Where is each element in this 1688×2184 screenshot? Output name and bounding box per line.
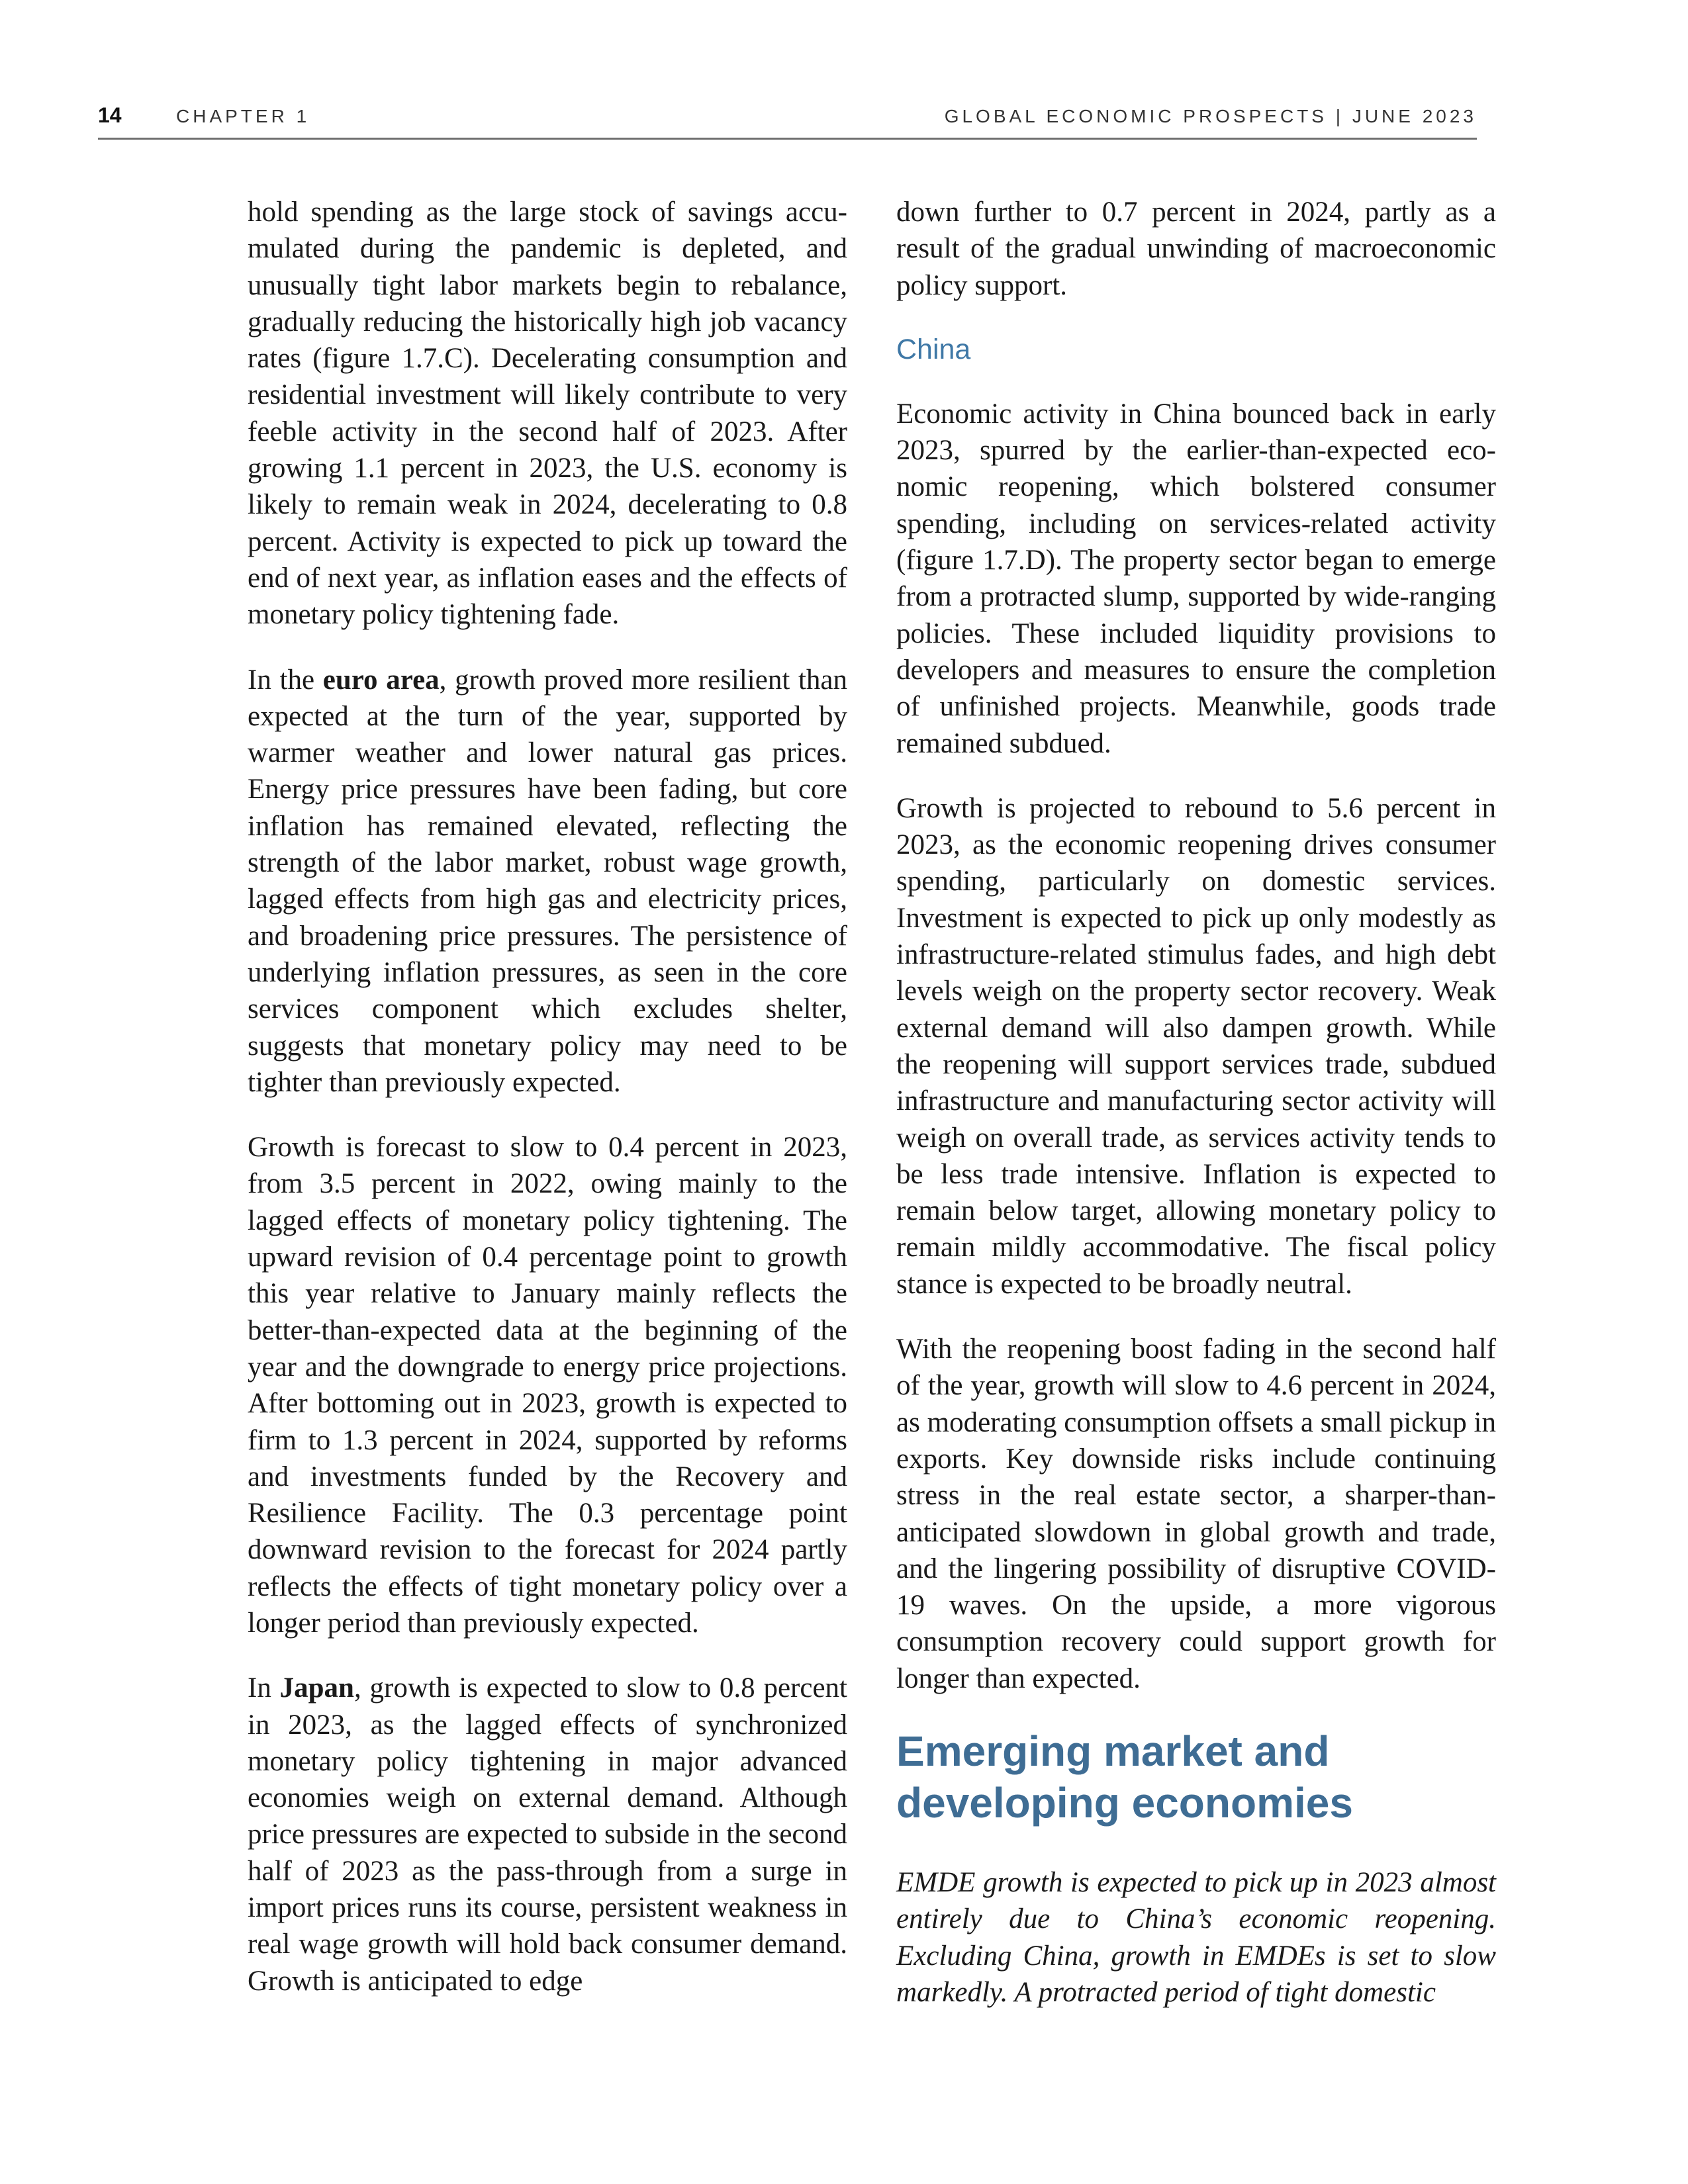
keyword-japan: Japan: [279, 1672, 354, 1704]
keyword-euro-area: euro area: [322, 664, 440, 696]
paragraph-china-activity: Economic activity in China bounced back in early 2023, spurred by the earlier-than-expected economic reopening, which bolstered consumer spending, including on services-related activity (figure 1.7.D). The property sector began to emerge from a protracted slump, supported by wide-ranging policies. These included liquidity provisions to developers and measures to ensure the completion of unfinished projects. Meanwhile, goods trade remained subdued.: [896, 398, 1496, 759]
paragraph-us-outlook: hold spending as the large stock of savings accumulated during the pandemic is depleted, and unusually tight labor markets begin to rebalance, gradually reducing the historically high job vacancy rates (figure 1.7.C). Decelerating consumption and residential investment will likely contribute to very feeble activity in the second half of 2023. After growing 1.1 percent in 2023, the U.S. economy is likely to remain weak in 2024, decelerating to 0.8 percent. Activity is expected to pick up toward the end of next year, as inflation eases and the effects of monetary policy tightening fade.: [248, 197, 847, 631]
subheading-china: China: [896, 333, 971, 365]
right-column: [896, 194, 1496, 2039]
left-column: [248, 194, 847, 2028]
paragraph-japan: In Japan, growth is expected to slow to 0.8 percent in 2023, as the lagged effects of synchronized monetary policy tightening in major advanced economies weigh on external demand. Although price pressures are expected to subside in the second half of 2023 as the pass-through from a surge in import prices runs its course, persistent weakness in real wage growth will hold back consumer demand. Growth is anticipated to edge: [248, 1672, 847, 1997]
paragraph-emde-summary: EMDE growth is expected to pick up in 2023 almost entirely due to China’s economic reopening. Excluding China, growth in EMDEs is set to slow markedly. A protracted period of tight domestic: [896, 1866, 1496, 2008]
paragraph-euro-area: In the euro area, growth proved more resilient than expected at the turn of the year, supported by warmer weather and lower natural gas prices. Energy price pressures have been fading, but core inflation has remained elevated, reflecting the strength of the labor market, robust wage growth, lagged effects from high gas and electricity prices, and broadening price pressures. The persistence of underlying inflation pressures, as seen in the core services component which excludes shelter, suggests that monetary policy may need to be tighter than previously expected.: [248, 664, 848, 1098]
chapter-label: CHAPTER 1: [176, 106, 310, 126]
page-number: 14: [98, 103, 122, 127]
paragraph-japan-continued: down further to 0.7 percent in 2024, partly as a result of the gradual unwinding of macroeconomic policy support.: [896, 197, 1496, 301]
report-title: GLOBAL ECONOMIC PROSPECTS | JUNE 2023: [944, 106, 1477, 126]
paragraph-china-projection: Growth is projected to rebound to 5.6 percent in 2023, as the economic reopening drives consumer spending, particularly on domestic services. Investment is expected to pick up only modestly as infrastructure-related stimulus fades, and high debt levels weigh on the property sector recovery. Weak external demand will also dampen growth. While the reopening will support services trade, subdued infrastructure and manufacturing sector activity will weigh on overall trade, as services activity tends to be less trade intensive. Inflation is expected to remain below target, allowing monetary policy to remain mildly accommodative. The fiscal policy stance is expected to be broadly neutral.: [896, 792, 1496, 1300]
page-header: [98, 103, 1477, 140]
section-heading-emde: Emerging market and developing economies: [896, 1727, 1353, 1827]
paragraph-china-outlook: With the reopening boost fading in the second half of the year, growth will slow to 4.6 percent in 2024, as moderating consumption offsets a small pickup in exports. Key downside risks include continuing stress in the real estate sector, a sharper-than-anticipated slowdown in global growth and trade, and the lingering possibility of disruptive COVID-19 waves. On the upside, a more vigorous consumption recovery could support growth for longer than expected.: [896, 1334, 1496, 1694]
paragraph-euro-forecast: Growth is forecast to slow to 0.4 percent in 2023, from 3.5 percent in 2022, owing mainly to the lagged effects of monetary policy tightening. The upward revision of 0.4 percentage point to growth this year relative to January mainly reflects the better-than-expected data at the beginning of the year and the downgrade to energy price projections. After bottoming out in 2023, growth is expected to firm to 1.3 percent in 2024, supported by reforms and investments funded by the Recovery and Resilience Facility. The 0.3 percentage point downward revision to the forecast for 2024 partly reflects the effects of tight monetary policy over a longer period than previously expected.: [248, 1132, 847, 1639]
